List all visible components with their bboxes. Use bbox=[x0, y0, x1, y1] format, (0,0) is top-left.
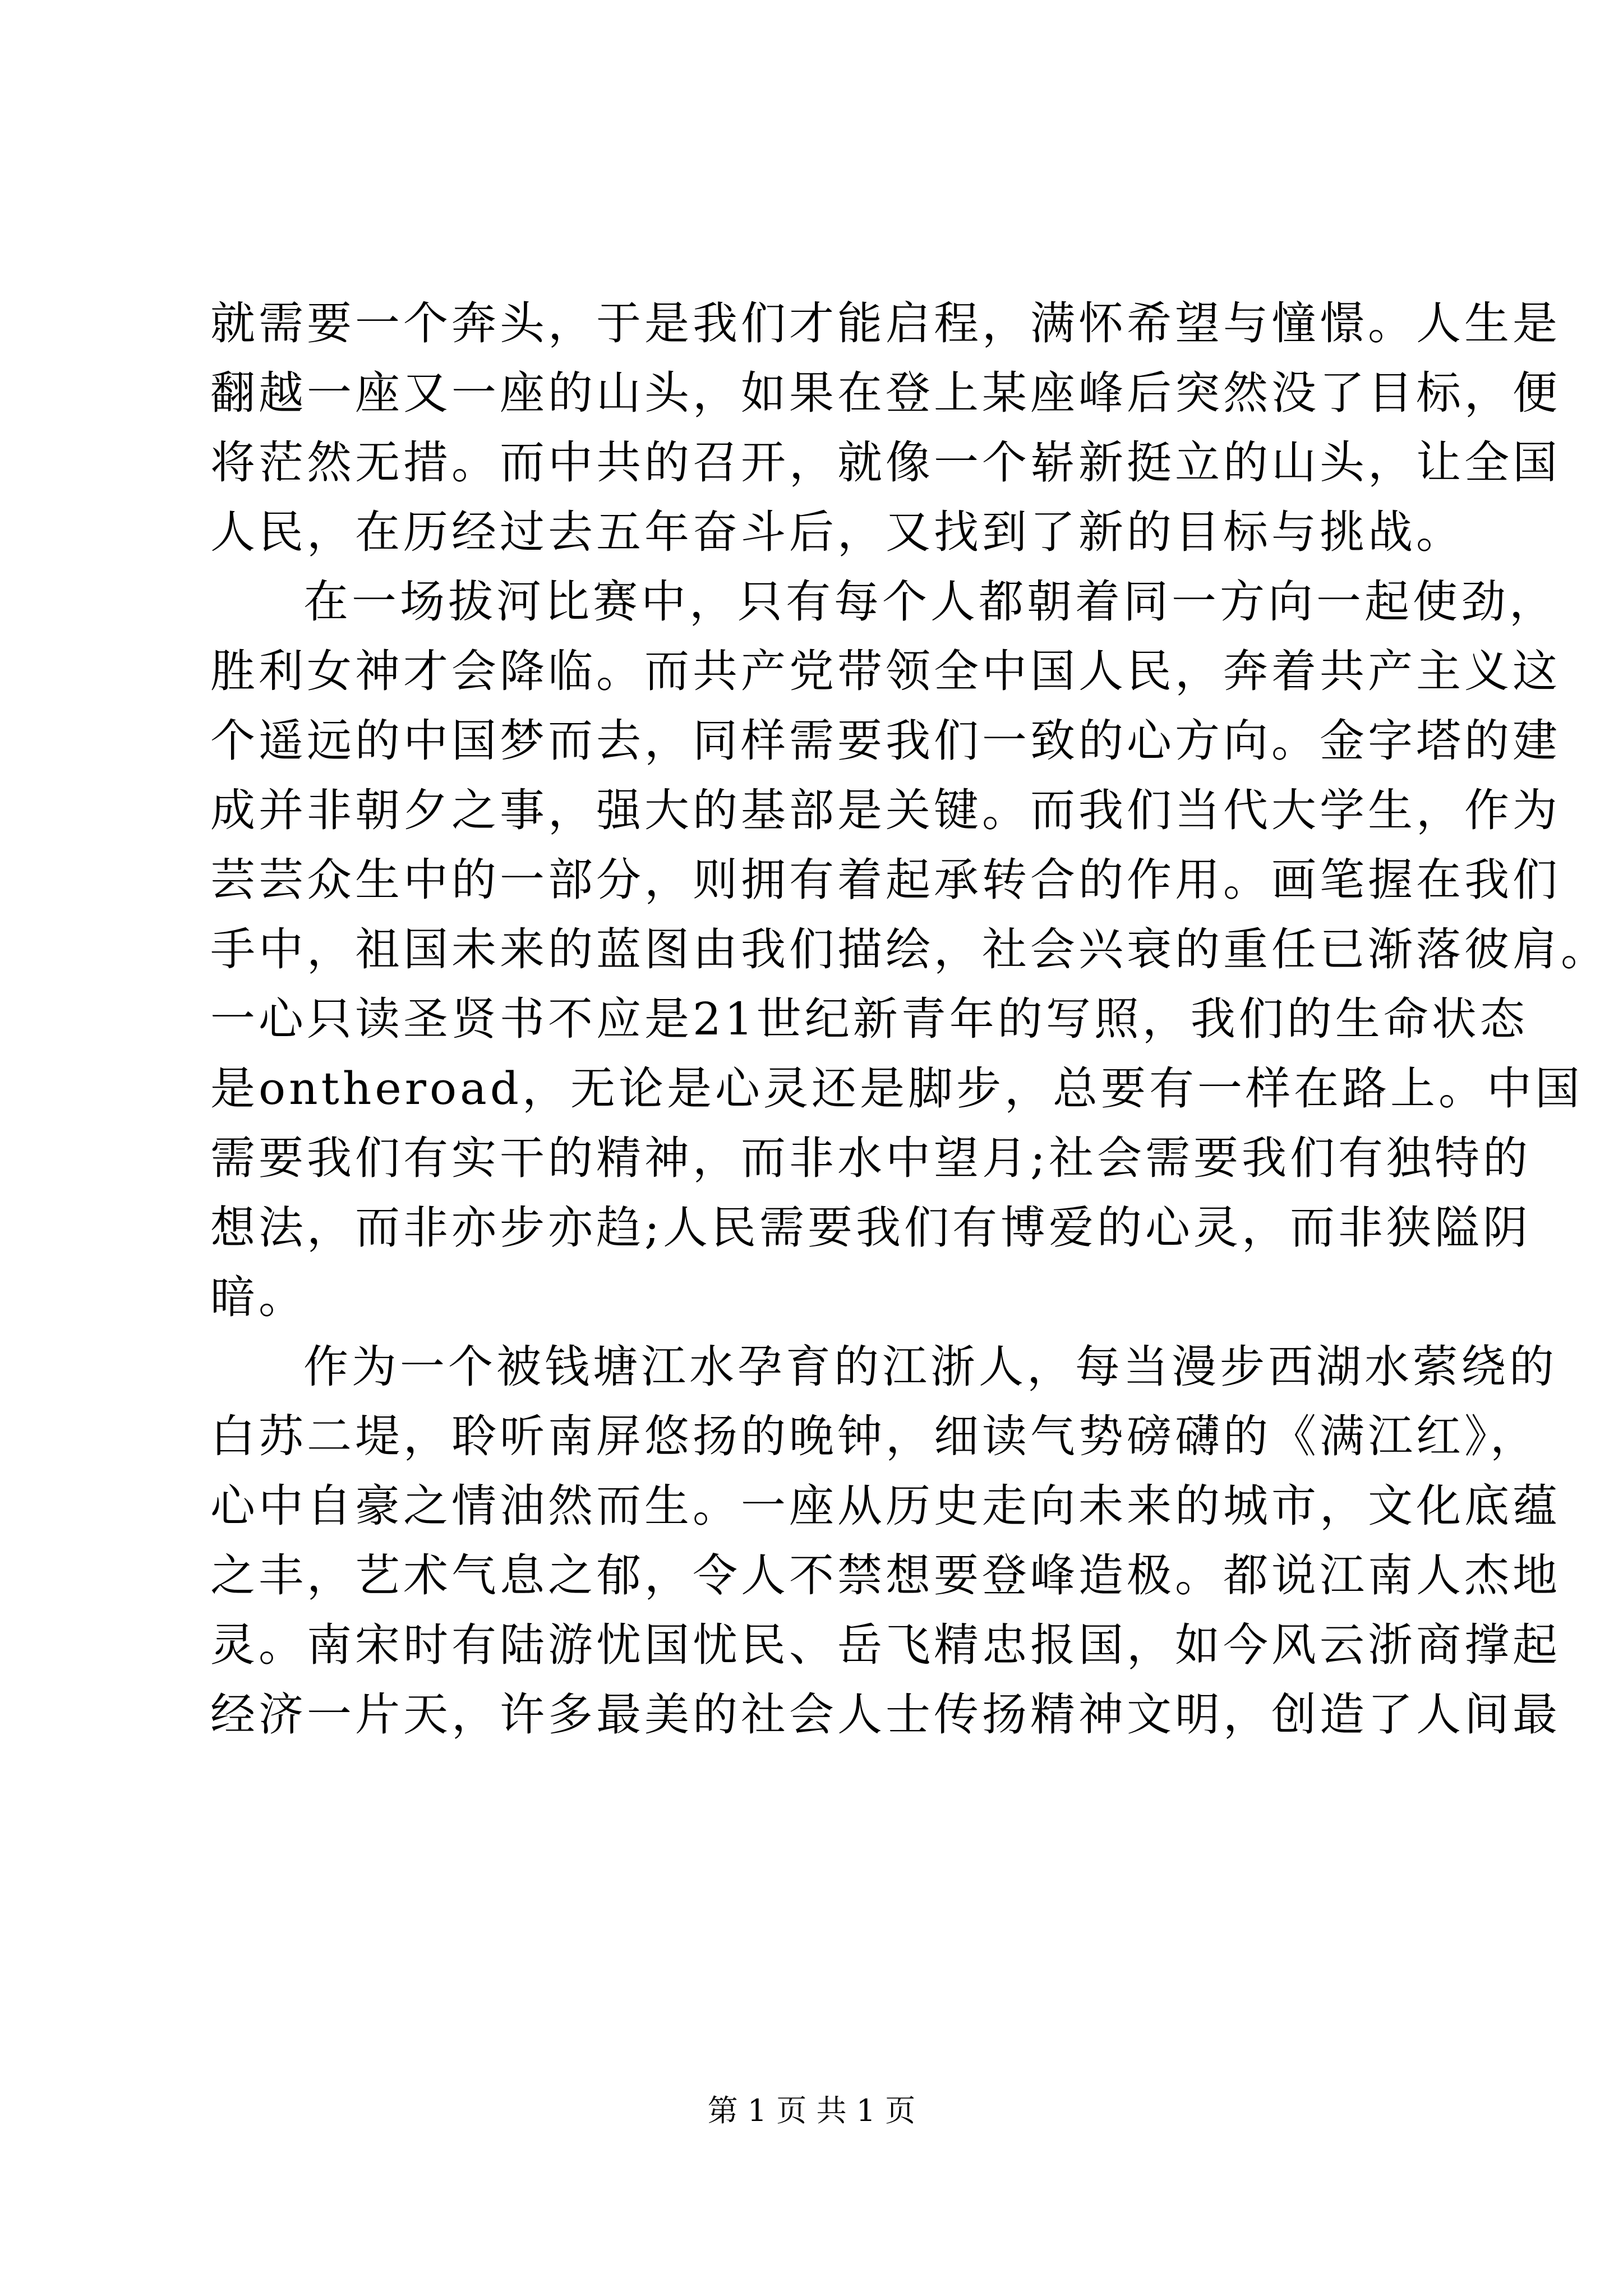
text-line: 需要我们有实干的精神，而非水中望月;社会需要我们有独特的 bbox=[210, 1132, 1531, 1184]
text-line: 胜利女神才会降临。而共产党带领全中国人民，奔着共产主义这 bbox=[210, 645, 1561, 697]
text-line: 翻越一座又一座的山头，如果在登上某座峰后突然没了目标，便 bbox=[210, 367, 1561, 419]
page-footer: 第 1 页 共 1 页 bbox=[707, 2093, 916, 2128]
text-line: 经济一片天，许多最美的社会人士传扬精神文明，创造了人间最 bbox=[210, 1688, 1561, 1741]
text-line: 一心只读圣贤书不应是21世纪新青年的写照，我们的生命状态 bbox=[210, 993, 1528, 1045]
text-line: 心中自豪之情油然而生。一座从历史走向未来的城市，文化底蕴 bbox=[210, 1480, 1561, 1532]
paragraph-first-line: 在一场拔河比赛中，只有每个人都朝着同一方向一起使劲， bbox=[303, 576, 1557, 628]
text-line: 是ontheroad，无论是心灵还是脚步，总要有一样在路上。中国 bbox=[210, 1062, 1584, 1115]
text-line: 个遥远的中国梦而去，同样需要我们一致的心方向。金字塔的建 bbox=[210, 715, 1561, 767]
text-line: 手中，祖国未来的蓝图由我们描绘，社会兴衰的重任已渐落彼肩。 bbox=[210, 923, 1609, 976]
text-line: 暗。 bbox=[210, 1271, 307, 1323]
text-line: 人民，在历经过去五年奋斗后，又找到了新的目标与挑战。 bbox=[210, 506, 1464, 558]
text-line: 想法，而非亦步亦趋;人民需要我们有博爱的心灵，而非狭隘阴 bbox=[210, 1202, 1531, 1254]
paragraph-first-line: 作为一个被钱塘江水孕育的江浙人，每当漫步西湖水萦绕的 bbox=[303, 1341, 1557, 1393]
text-line: 将茫然无措。而中共的召开，就像一个崭新挺立的山头，让全国 bbox=[210, 436, 1561, 489]
text-line: 之丰，艺术气息之郁，令人不禁想要登峰造极。都说江南人杰地 bbox=[210, 1549, 1561, 1602]
text-line: 灵。南宋时有陆游忧国忧民、岳飞精忠报国，如今风云浙商撑起 bbox=[210, 1619, 1561, 1671]
text-line: 芸芸众生中的一部分，则拥有着起承转合的作用。画笔握在我们 bbox=[210, 854, 1561, 906]
body-text bbox=[210, 289, 1609, 1750]
text-line: 成并非朝夕之事，强大的基部是关键。而我们当代大学生，作为 bbox=[210, 784, 1561, 836]
text-line: 就需要一个奔头，于是我们才能启程，满怀希望与憧憬。人生是 bbox=[210, 297, 1561, 349]
text-line: 白苏二堤，聆听南屏悠扬的晚钟，细读气势磅礴的《满江红》， bbox=[210, 1410, 1538, 1462]
